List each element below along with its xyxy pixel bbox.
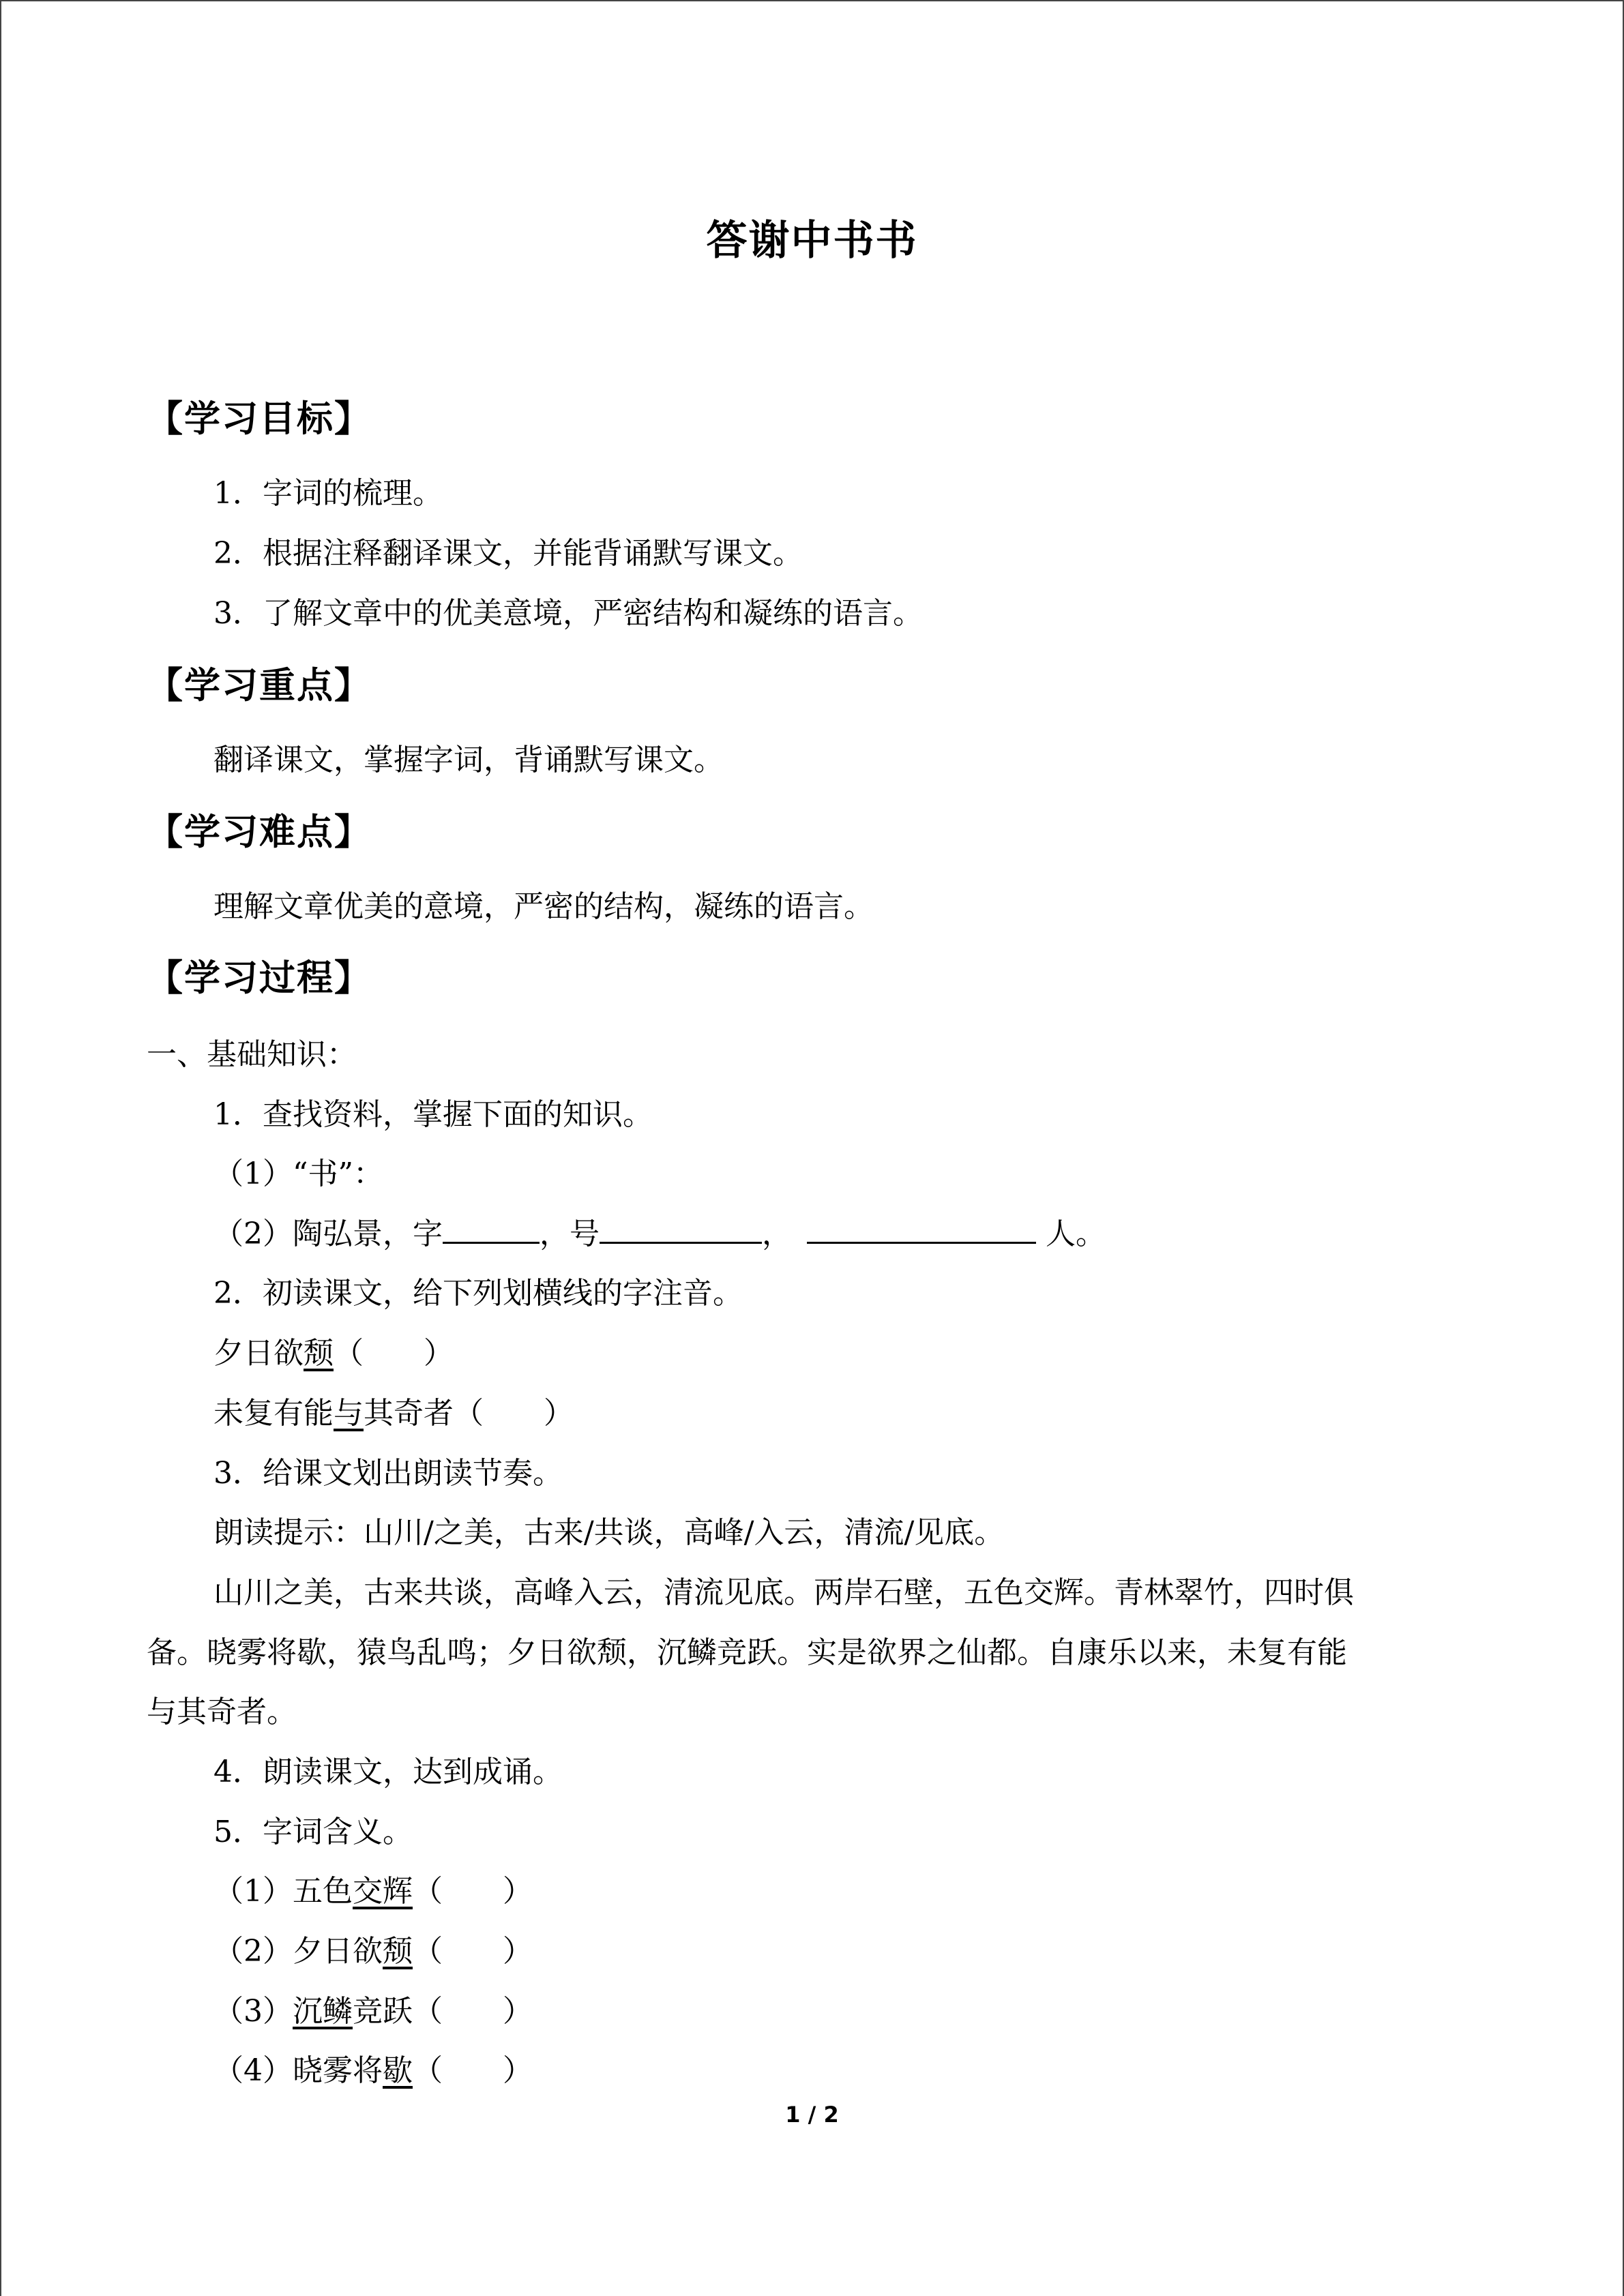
difficulties-text: 理解文章优美的意境，严密的结构，凝练的语言。 — [213, 889, 874, 924]
objective-item: 1．字词的梳理。 — [213, 476, 443, 511]
question-4: 4．朗读课文，达到成诵。 — [213, 1755, 563, 1789]
underlined-word: 交辉 — [353, 1874, 413, 1909]
section-basic-knowledge: 一、基础知识： — [147, 1037, 357, 1072]
objective-item: 2．根据注释翻译课文，并能背诵默写课文。 — [213, 536, 803, 571]
underlined-word: 沉鳞 — [293, 1994, 353, 2029]
question-1-2 — [213, 1214, 1106, 1255]
meaning-item: （2）夕日欲颓（ ） — [213, 1931, 533, 1972]
question-2: 2．初读课文，给下列划横线的字注音。 — [213, 1276, 743, 1311]
underlined-char: 与 — [334, 1396, 364, 1431]
meaning-item: （4）晓雾将歇（ ） — [213, 2051, 533, 2091]
answer-parentheses[interactable]: （ ） — [413, 1994, 533, 2029]
pseudonym-blank[interactable] — [600, 1214, 762, 1244]
q1-2-text-d: 人。 — [1036, 1217, 1106, 1251]
meaning-item: （3）沉鳞竞跃（ ） — [213, 1991, 533, 2032]
passage-line: 山川之美，古来共谈，高峰入云，清流见底。两岸石壁，五色交辉。青林翠竹，四时俱 — [213, 1575, 1354, 1610]
meaning-item: （1）五色交辉（ ） — [213, 1871, 533, 1912]
difficulties-heading: 【学习难点】 — [147, 811, 372, 853]
key-points-heading: 【学习重点】 — [147, 665, 372, 706]
pinyin-item: 夕日欲颓（ ） — [213, 1333, 454, 1374]
underlined-word: 颓 — [383, 1934, 413, 1969]
question-1-1: （1）“书”： — [213, 1157, 383, 1191]
key-points-text: 翻译课文，掌握字词，背诵默写课文。 — [213, 743, 724, 777]
answer-parentheses[interactable]: （ ） — [454, 1396, 574, 1431]
q1-2-text-c: ， — [762, 1217, 792, 1251]
question-5: 5．字词含义。 — [213, 1815, 413, 1849]
passage-line: 与其奇者。 — [147, 1695, 297, 1729]
q1-2-text-b: ，号 — [540, 1217, 600, 1251]
objective-item: 3．了解文章中的优美意境，严密结构和凝练的语言。 — [213, 596, 923, 631]
answer-parentheses[interactable]: （ ） — [334, 1336, 454, 1371]
objectives-heading: 【学习目标】 — [147, 398, 372, 440]
page-title: 答谢中书书 — [706, 217, 918, 265]
answer-parentheses[interactable]: （ ） — [413, 1874, 533, 1909]
q1-2-text-a: （2）陶弘景，字 — [213, 1217, 443, 1251]
question-3: 3．给课文划出朗读节奏。 — [213, 1456, 563, 1491]
courtesy-name-blank[interactable] — [443, 1214, 540, 1244]
reading-hint: 朗读提示：山川/之美，古来/共谈，高峰/入云，清流/见底。 — [213, 1515, 1005, 1550]
page-number: 1 / 2 — [785, 2102, 839, 2128]
answer-parentheses[interactable]: （ ） — [413, 2053, 533, 2088]
answer-parentheses[interactable]: （ ） — [413, 1934, 533, 1969]
question-1: 1．查找资料，掌握下面的知识。 — [213, 1097, 653, 1132]
passage-line: 备。晓雾将歇，猿鸟乱鸣；夕日欲颓，沉鳞竞跃。实是欲界之仙都。自康乐以来，未复有能 — [147, 1635, 1347, 1670]
pinyin-item: 未复有能与其奇者（ ） — [213, 1393, 574, 1434]
underlined-char: 颓 — [304, 1336, 334, 1371]
era-blank[interactable] — [807, 1214, 1036, 1244]
process-heading: 【学习过程】 — [147, 957, 372, 999]
underlined-word: 歇 — [383, 2053, 413, 2088]
